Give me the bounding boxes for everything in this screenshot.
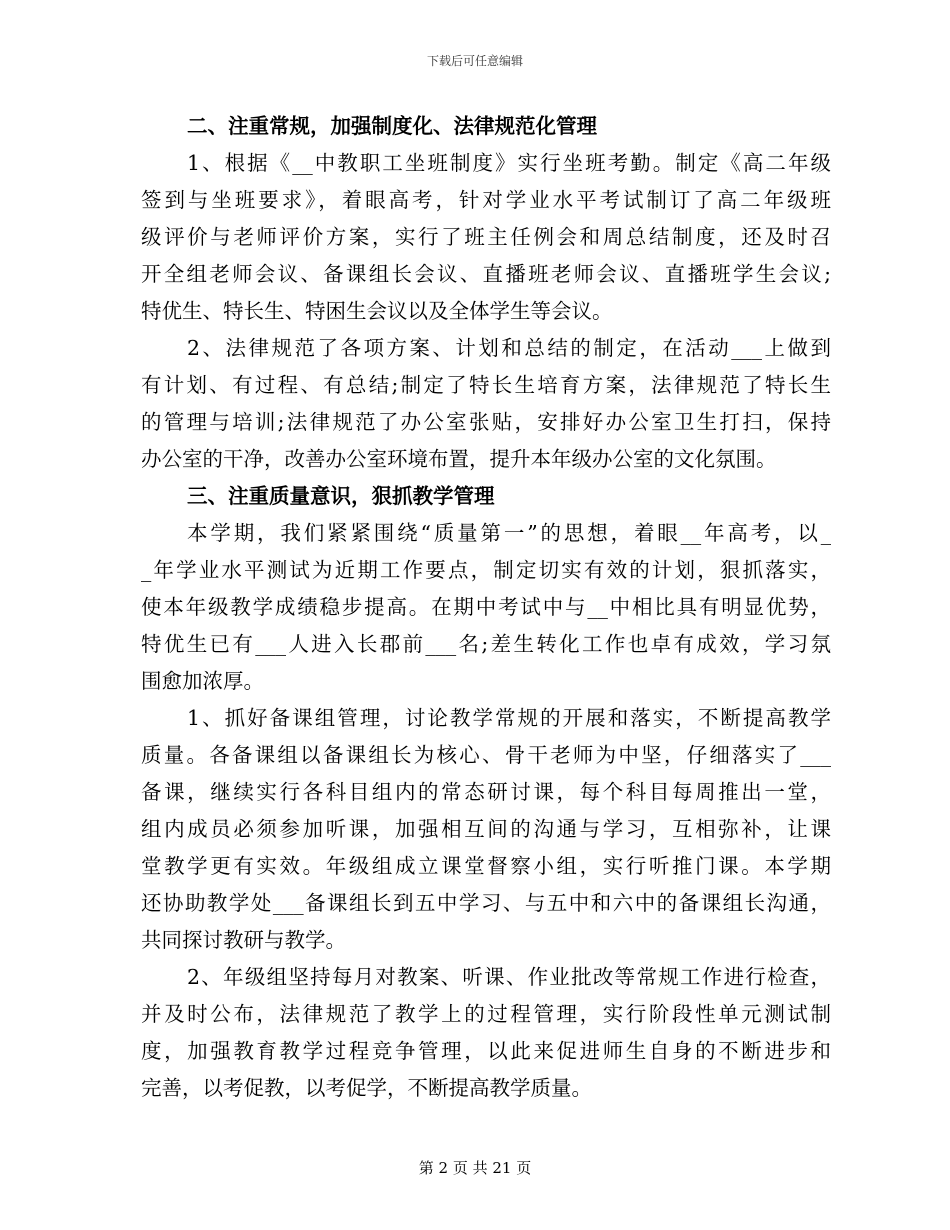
paragraph-line: 有计划、有过程、有总结;制定了特长生培育方案，法律规范了特长生 [141, 373, 831, 397]
page-footer: 第 2 页 共 21 页 [418, 1159, 532, 1177]
page-header: 下载后可任意编辑 [426, 54, 523, 68]
paragraph-line: 级评价与老师评价方案，实行了班主任例会和周总结制度，还及时召 [141, 225, 831, 249]
paragraph-line: 签到与坐班要求》，着眼高考，针对学业水平考试制订了高二年级班 [141, 188, 831, 212]
paragraph-line: 本学期，我们紧紧围绕“质量第一”的思想，着眼__年高考，以_ [187, 521, 831, 545]
paragraph-line: 使本年级教学成绩稳步提高。在期中考试中与__中相比具有明显优势， [141, 595, 831, 619]
paragraph-line: 度，加强教育教学过程竞争管理，以此来促进师生自身的不断进步和 [141, 1039, 831, 1063]
paragraph-line: 备课，继续实行各科目组内的常态研讨课，每个科目每周推出一堂， [141, 780, 831, 804]
section-heading: 二、注重常规，加强制度化、法律规范化管理 [187, 114, 597, 138]
paragraph-line: 的管理与培训;法律规范了办公室张贴，安排好办公室卫生打扫，保持 [141, 410, 831, 434]
paragraph-line: 1、抓好备课组管理，讨论教学常规的开展和落实，不断提高教学 [187, 706, 831, 730]
paragraph-line: 组内成员必须参加听课，加强相互间的沟通与学习，互相弥补，让课 [141, 817, 831, 841]
paragraph-line: 并及时公布，法律规范了教学上的过程管理，实行阶段性单元测试制 [141, 1002, 831, 1026]
paragraph-line: 特优生已有___人进入长郡前___名;差生转化工作也卓有成效，学习氛 [141, 632, 831, 656]
paragraph-line: _年学业水平测试为近期工作要点，制定切实有效的计划，狠抓落实， [141, 558, 831, 582]
section-heading: 三、注重质量意识，狠抓教学管理 [187, 484, 495, 508]
paragraph-line: 2、法律规范了各项方案、计划和总结的制定，在活动___上做到 [187, 336, 831, 360]
paragraph-line: 2、年级组坚持每月对教案、听课、作业批改等常规工作进行检查， [187, 965, 831, 989]
paragraph-line: 1、根据《__中教职工坐班制度》实行坐班考勤。制定《高二年级 [187, 151, 831, 175]
paragraph-line: 围愈加浓厚。 [141, 669, 264, 693]
paragraph-line: 完善，以考促教，以考促学，不断提高教学质量。 [141, 1076, 592, 1100]
paragraph-line: 共同探讨教研与教学。 [141, 928, 346, 952]
paragraph-line: 开全组老师会议、备课组长会议、直播班老师会议、直播班学生会议; [141, 262, 831, 286]
paragraph-line: 还协助教学处___备课组长到五中学习、与五中和六中的备课组长沟通， [141, 891, 831, 915]
paragraph-line: 办公室的干净，改善办公室环境布置，提升本年级办公室的文化氛围。 [141, 447, 777, 471]
paragraph-line: 特优生、特长生、特困生会议以及全体学生等会议。 [141, 299, 613, 323]
document-body [141, 108, 831, 1107]
paragraph-line: 堂教学更有实效。年级组成立课堂督察小组，实行听推门课。本学期 [141, 854, 831, 878]
paragraph-line: 质量。各备课组以备课组长为核心、骨干老师为中坚，仔细落实了___ [141, 743, 831, 767]
